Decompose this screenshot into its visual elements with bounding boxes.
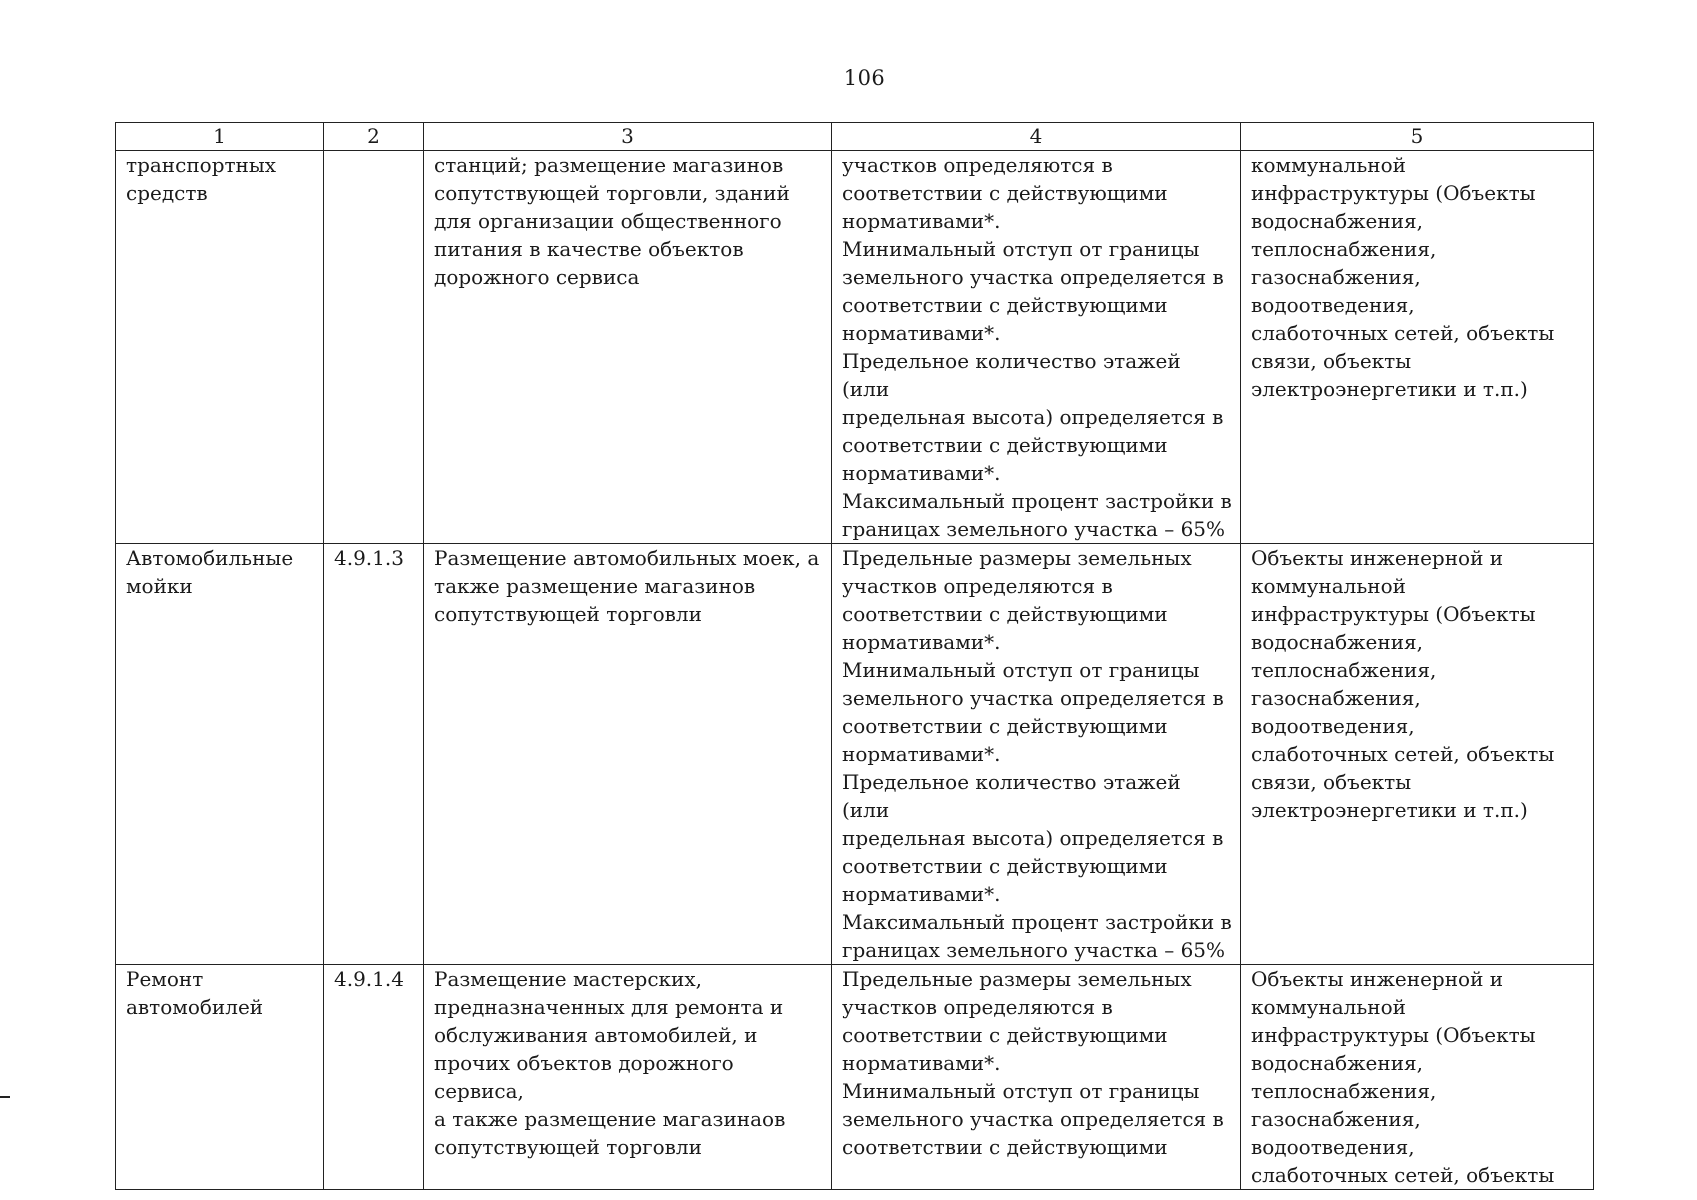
table-header-row: [116, 123, 1594, 151]
cell-auxiliary-uses: Объекты инженерной и коммунальной инфраструктуры (Объекты водоснабжения, теплоснабжения, газоснабжения, водоотведения, слаботочных сетей, объекты связи, объекты электроэнергетики и т.п.): [1241, 544, 1594, 965]
header-col-3: 3: [424, 123, 832, 151]
cell-auxiliary-uses: коммунальной инфраструктуры (Объекты водоснабжения, теплоснабжения, газоснабжения, водоотведения, слаботочных сетей, объекты связи, объекты электроэнергетики и т.п.): [1241, 151, 1594, 544]
header-col-1: 1: [116, 123, 324, 151]
page-number: 106: [843, 66, 886, 90]
header-col-2: 2: [324, 123, 424, 151]
cell-parameters: участков определяются в соответствии с действующими нормативами*. Минимальный отступ от границы земельного участка определяется в соответствии с действующими нормативами*. Предельное количество этажей (или предельная высота) определяется в соответствии с действующими нормативами*. Максимальный процент застройки в границах земельного участка – 65%: [832, 151, 1241, 544]
header-col-4: 4: [832, 123, 1241, 151]
header-col-5: 5: [1241, 123, 1594, 151]
cell-use-code: 4.9.1.4: [324, 965, 424, 1190]
cell-use-name: Ремонт автомобилей: [116, 965, 324, 1190]
cell-parameters: Предельные размеры земельных участков определяются в соответствии с действующими нормативами*. Минимальный отступ от границы земельного участка определяется в соответствии с действующими: [832, 965, 1241, 1190]
cell-auxiliary-uses: Объекты инженерной и коммунальной инфраструктуры (Объекты водоснабжения, теплоснабжения, газоснабжения, водоотведения, слаботочных сетей, объекты: [1241, 965, 1594, 1190]
margin-mark: [0, 1096, 10, 1098]
cell-use-name: транспортных средств: [116, 151, 324, 544]
cell-use-description: Размещение автомобильных моек, а также размещение магазинов сопутствующей торговли: [424, 544, 832, 965]
cell-parameters: Предельные размеры земельных участков определяются в соответствии с действующими нормативами*. Минимальный отступ от границы земельного участка определяется в соответствии с действующими нормативами*. Предельное количество этажей (или предельная высота) определяется в соответствии с действующими нормативами*. Максимальный процент застройки в границах земельного участка – 65%: [832, 544, 1241, 965]
cell-use-code: 4.9.1.3: [324, 544, 424, 965]
cell-use-description: Размещение мастерских, предназначенных для ремонта и обслуживания автомобилей, и прочих объектов дорожного сервиса, а также размещение магазинаов сопутствующей торговли: [424, 965, 832, 1190]
table-row: [116, 965, 1594, 1190]
cell-use-name: Автомобильные мойки: [116, 544, 324, 965]
table-row: [116, 151, 1594, 544]
cell-use-description: станций; размещение магазинов сопутствующей торговли, зданий для организации общественного питания в качестве объектов дорожного сервиса: [424, 151, 832, 544]
regulations-table: [115, 122, 1594, 1190]
cell-use-code: [324, 151, 424, 544]
table-row: [116, 544, 1594, 965]
